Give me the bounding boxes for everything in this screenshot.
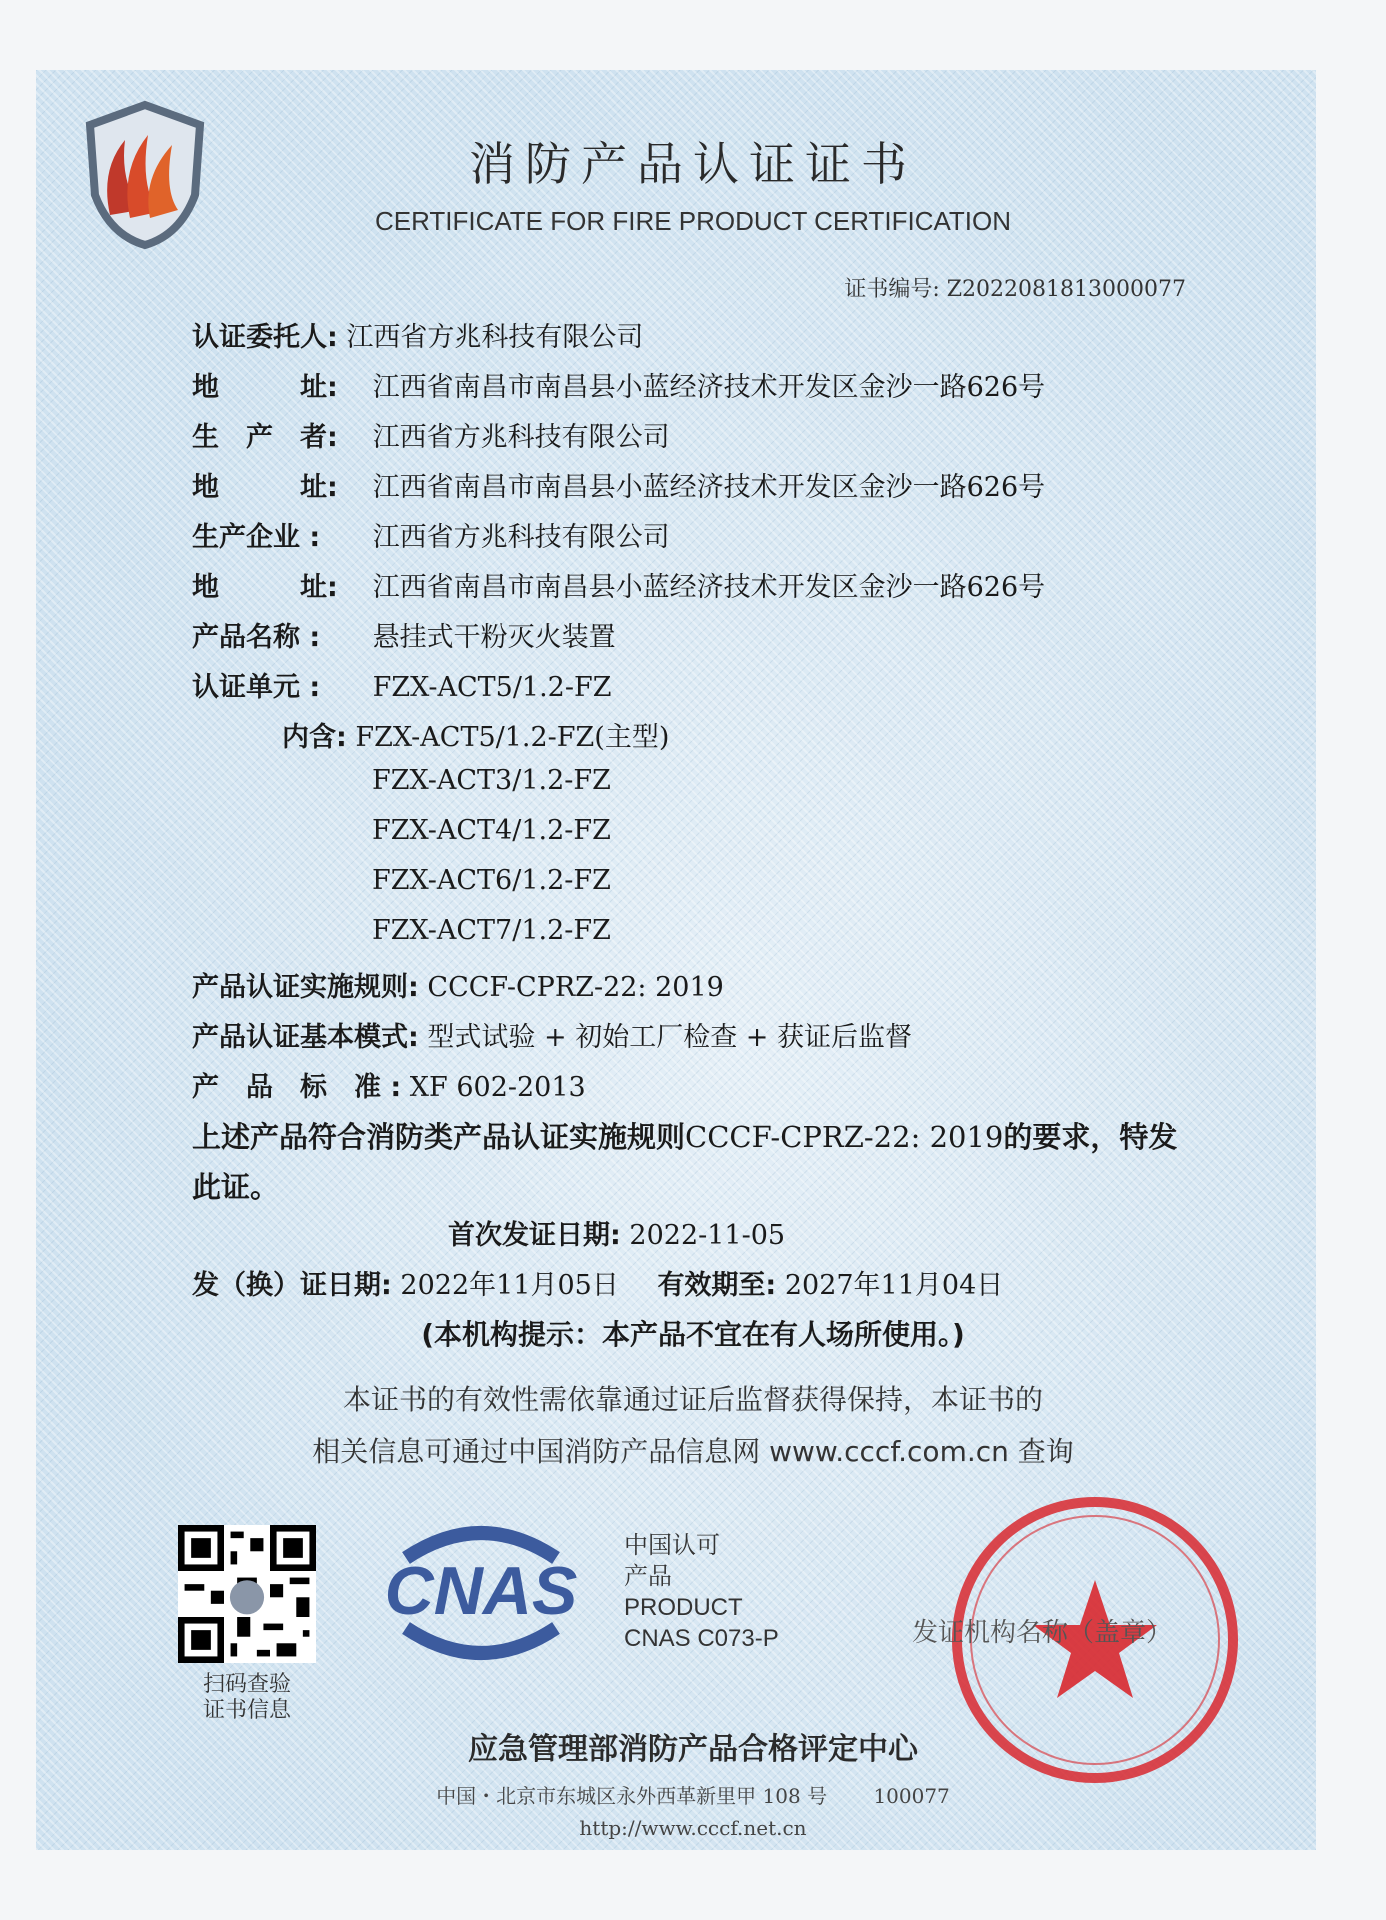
usage-notice: (本机构提示：本产品不宜在有人场所使用。) bbox=[421, 1318, 965, 1351]
qr-caption bbox=[184, 1672, 310, 1724]
certificate-subtitle: CERTIFICATE FOR FIRE PRODUCT CERTIFICATION bbox=[374, 206, 1012, 236]
entrust-row bbox=[192, 315, 643, 354]
statement-part-3: 的要求，特发 bbox=[1003, 1120, 1178, 1154]
cert-no-label: 证书编号: bbox=[844, 277, 940, 302]
qr-code[interactable] bbox=[178, 1525, 316, 1663]
postcode: 100077 bbox=[873, 1784, 950, 1808]
enterprise-value: 江西省方兆科技有限公司 bbox=[372, 522, 670, 553]
cnas-line-2: 产品 bbox=[624, 1563, 672, 1590]
address-label: 地 址: bbox=[192, 572, 338, 603]
producer-address-value: 江西省南昌市南昌县小蓝经济技术开发区金沙一路626号 bbox=[372, 472, 1046, 503]
cnas-line-3: PRODUCT bbox=[624, 1594, 743, 1621]
contains-model-1: FZX-ACT5/1.2-FZ(主型) bbox=[355, 722, 670, 753]
validity-info-line-2: 相关信息可通过中国消防产品信息网 www.cccf.com.cn 查询 bbox=[312, 1435, 1074, 1468]
unit-value: FZX-ACT5/1.2-FZ bbox=[372, 672, 612, 703]
unit-row bbox=[192, 665, 611, 704]
issue-date-label: 发（换）证日期: bbox=[192, 1270, 392, 1301]
cnas-logo-text: CNAS bbox=[384, 1553, 578, 1629]
valid-until-label: 有效期至: bbox=[657, 1270, 777, 1301]
cert-no-value: Z2022081813000077 bbox=[946, 277, 1186, 302]
producer-value: 江西省方兆科技有限公司 bbox=[372, 422, 670, 453]
contains-model-3: FZX-ACT4/1.2-FZ bbox=[372, 815, 611, 846]
certificate-title: 消防产品认证证书 bbox=[469, 137, 917, 191]
qr-caption-line-1: 扫码查验 bbox=[202, 1672, 291, 1697]
organization-address-line bbox=[0, 1780, 1386, 1809]
product-label: 产品名称 : bbox=[192, 622, 321, 653]
contains-model-2: FZX-ACT3/1.2-FZ bbox=[372, 765, 611, 796]
address-label: 地 址: bbox=[192, 372, 338, 403]
cnas-line-4: CNAS C073-P bbox=[624, 1625, 779, 1652]
standard-label: 产 品 标 准 : bbox=[192, 1072, 402, 1103]
first-issue-label: 首次发证日期: bbox=[448, 1220, 621, 1251]
entrust-value: 江西省方兆科技有限公司 bbox=[346, 322, 644, 353]
first-issue-date: 2022-11-05 bbox=[629, 1220, 786, 1251]
organization-url[interactable]: http://www.cccf.net.cn bbox=[579, 1816, 807, 1840]
certificate-number bbox=[844, 272, 1186, 303]
contains-label: 内含: bbox=[282, 722, 347, 753]
rule-value: CCCF-CPRZ-22: 2019 bbox=[427, 972, 724, 1003]
rule-label: 产品认证实施规则: bbox=[192, 972, 419, 1003]
qr-caption-line-2: 证书信息 bbox=[202, 1698, 291, 1723]
cnas-logo bbox=[376, 1518, 586, 1668]
seal-caption: 发证机构名称（盖章） bbox=[912, 1618, 1173, 1648]
statement-line-1 bbox=[192, 1115, 1177, 1156]
enterprise-address-row bbox=[192, 565, 1045, 604]
enterprise-row bbox=[192, 515, 670, 554]
product-row bbox=[192, 615, 616, 654]
organization-address: 中国・北京市东城区永外西革新里甲 108 号 bbox=[436, 1784, 828, 1808]
contains-row bbox=[282, 715, 669, 754]
producer-label: 生 产 者: bbox=[192, 422, 338, 453]
contains-model-4: FZX-ACT6/1.2-FZ bbox=[372, 865, 611, 896]
producer-row bbox=[192, 415, 670, 454]
enterprise-label: 生产企业 : bbox=[192, 522, 321, 553]
cnas-line-1: 中国认可 bbox=[624, 1532, 720, 1559]
issuing-organization: 应急管理部消防产品合格评定中心 bbox=[468, 1732, 918, 1767]
unit-label: 认证单元 : bbox=[192, 672, 321, 703]
enterprise-address-value: 江西省南昌市南昌县小蓝经济技术开发区金沙一路626号 bbox=[372, 572, 1046, 603]
validity-info-line-1: 本证书的有效性需依靠通过证后监督获得保持，本证书的 bbox=[342, 1383, 1043, 1416]
valid-until-value: 2027年11月04日 bbox=[784, 1270, 1004, 1301]
mode-label: 产品认证基本模式: bbox=[192, 1022, 419, 1053]
statement-part-4: 此证。 bbox=[192, 1170, 280, 1204]
standard-row bbox=[192, 1065, 586, 1104]
contains-model-5: FZX-ACT7/1.2-FZ bbox=[372, 915, 611, 946]
entrust-label: 认证委托人: bbox=[192, 322, 338, 353]
producer-address-row bbox=[192, 465, 1045, 504]
product-value: 悬挂式干粉灭火装置 bbox=[372, 622, 616, 653]
entrust-address-value: 江西省南昌市南昌县小蓝经济技术开发区金沙一路626号 bbox=[372, 372, 1046, 403]
entrust-address-row bbox=[192, 365, 1045, 404]
first-issue-row bbox=[448, 1213, 785, 1252]
cnas-text-block bbox=[624, 1530, 779, 1654]
issue-valid-row bbox=[192, 1263, 1003, 1302]
statement-part-1: 上述产品符合消防类产品认证实施规则 bbox=[192, 1120, 686, 1154]
issue-date-value: 2022年11月05日 bbox=[400, 1270, 619, 1301]
mode-row bbox=[192, 1015, 912, 1054]
statement-line-2 bbox=[192, 1165, 279, 1206]
statement-part-2: CCCF-CPRZ-22: 2019 bbox=[685, 1120, 1004, 1154]
rule-row bbox=[192, 965, 724, 1004]
address-label: 地 址: bbox=[192, 472, 338, 503]
mode-value: 型式试验 + 初始工厂检查 + 获证后监督 bbox=[427, 1022, 912, 1053]
standard-value: XF 602-2013 bbox=[409, 1072, 586, 1103]
